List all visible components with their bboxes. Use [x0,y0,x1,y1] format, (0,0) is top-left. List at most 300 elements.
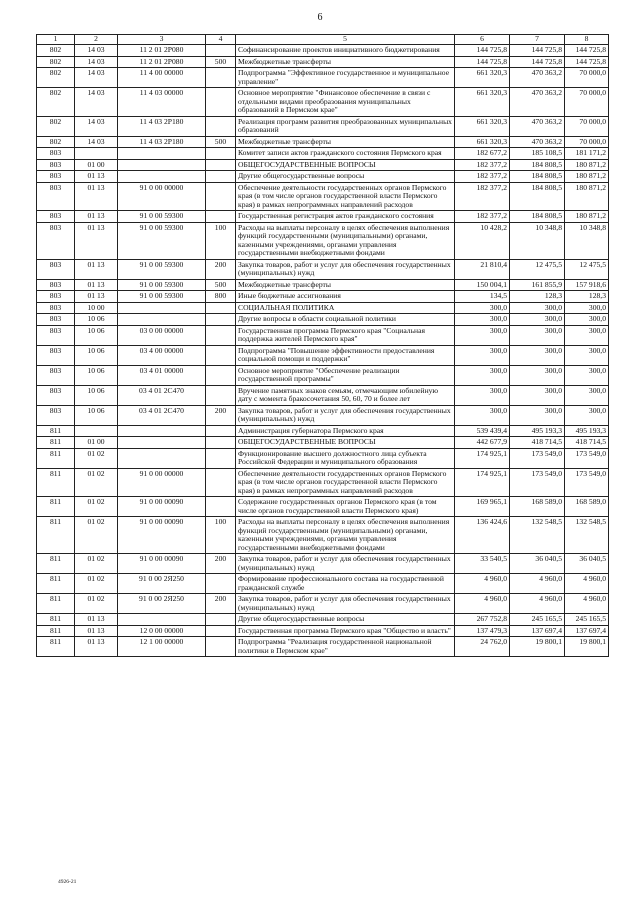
cell-target-article: 12 1 00 00000 [118,637,206,657]
cell-expense-type: 500 [206,279,236,291]
cell-name: Содержание государственных органов Пермского края (в том числе органов государственной власти Пермского края) [236,497,455,517]
cell-amount-col7: 470 363,2 [510,68,565,88]
cell-ved: 803 [37,314,75,326]
cell-amount-col6: 182 377,2 [455,211,510,223]
table-row [37,325,609,345]
cell-amount-col6: 300,0 [455,385,510,405]
table-row [37,385,609,405]
cell-expense-type [206,637,236,657]
page-number: 6 [317,12,323,23]
cell-target-article: 91 0 00 59300 [118,291,206,303]
cell-section: 01 02 [75,554,118,574]
table-row [37,279,609,291]
cell-amount-col8: 70 000,0 [565,88,609,117]
cell-amount-col8: 137 697,4 [565,625,609,637]
cell-section: 01 13 [75,182,118,211]
cell-amount-col7: 161 855,9 [510,279,565,291]
cell-ved: 803 [37,291,75,303]
cell-amount-col7: 4 960,0 [510,594,565,614]
cell-section: 01 02 [75,497,118,517]
cell-expense-type [206,68,236,88]
table-row [37,314,609,326]
cell-amount-col6: 661 320,3 [455,68,510,88]
cell-name: Закупка товаров, работ и услуг для обеспечения государственных (муниципальных) нужд [236,594,455,614]
cell-ved: 803 [37,259,75,279]
cell-amount-col7: 144 725,8 [510,56,565,68]
table-row [37,136,609,148]
cell-ved: 803 [37,171,75,183]
cell-amount-col8: 70 000,0 [565,68,609,88]
cell-expense-type: 200 [206,594,236,614]
cell-name: Администрация губернатора Пермского края [236,425,455,437]
table-row [37,222,609,259]
cell-amount-col6: 4 960,0 [455,594,510,614]
cell-amount-col7: 36 040,5 [510,554,565,574]
cell-amount-col8: 180 871,2 [565,211,609,223]
cell-expense-type [206,497,236,517]
cell-amount-col6: 21 810,4 [455,259,510,279]
column-header: 2 [75,35,118,45]
cell-amount-col6: 182 377,2 [455,182,510,211]
budget-table [36,34,609,657]
cell-target-article [118,148,206,160]
cell-amount-col6: 144 725,8 [455,45,510,57]
cell-ved: 811 [37,637,75,657]
cell-expense-type [206,468,236,497]
cell-name: Другие вопросы в области социальной политики [236,314,455,326]
table-row [37,45,609,57]
cell-name: ОБЩЕГОСУДАРСТВЕННЫЕ ВОПРОСЫ [236,437,455,449]
cell-ved: 803 [37,345,75,365]
table-row [37,68,609,88]
cell-amount-col6: 4 960,0 [455,574,510,594]
cell-name: Государственная программа Пермского края "Общество и власть" [236,625,455,637]
cell-amount-col8: 19 800,1 [565,637,609,657]
column-number-row [37,35,609,45]
cell-amount-col7: 495 193,3 [510,425,565,437]
cell-amount-col6: 300,0 [455,405,510,425]
cell-amount-col8: 70 000,0 [565,116,609,136]
cell-target-article: 11 4 03 2P180 [118,116,206,136]
cell-ved: 811 [37,554,75,574]
cell-section: 01 13 [75,614,118,626]
cell-ved: 802 [37,136,75,148]
cell-expense-type: 800 [206,291,236,303]
cell-name: Обеспечение деятельности государственных органов Пермского края (в том числе органов государственной власти Пермского края) в рамках непрограммных направлений расходов [236,468,455,497]
cell-target-article: 11 4 03 00000 [118,88,206,117]
cell-amount-col7: 184 808,5 [510,211,565,223]
cell-section: 01 02 [75,574,118,594]
table-row [37,259,609,279]
cell-amount-col7: 168 589,0 [510,497,565,517]
cell-amount-col7: 137 697,4 [510,625,565,637]
cell-ved: 803 [37,211,75,223]
cell-section: 01 13 [75,259,118,279]
cell-expense-type [206,314,236,326]
cell-expense-type: 200 [206,554,236,574]
table-row [37,517,609,554]
cell-amount-col6: 24 762,0 [455,637,510,657]
cell-section: 01 00 [75,159,118,171]
cell-amount-col6: 661 320,3 [455,88,510,117]
cell-amount-col7: 300,0 [510,405,565,425]
cell-name: Другие общегосударственные вопросы [236,171,455,183]
cell-target-article: 91 0 00 59300 [118,222,206,259]
cell-ved: 803 [37,365,75,385]
cell-amount-col8: 300,0 [565,365,609,385]
cell-amount-col7: 4 960,0 [510,574,565,594]
cell-amount-col6: 661 320,3 [455,116,510,136]
cell-expense-type [206,116,236,136]
cell-amount-col8: 300,0 [565,314,609,326]
cell-name: СОЦИАЛЬНАЯ ПОЛИТИКА [236,302,455,314]
table-row [37,637,609,657]
cell-target-article: 11 2 01 2P080 [118,56,206,68]
cell-amount-col7: 470 363,2 [510,88,565,117]
cell-amount-col8: 245 165,5 [565,614,609,626]
cell-expense-type: 200 [206,405,236,425]
table-row [37,182,609,211]
cell-section: 01 02 [75,594,118,614]
cell-expense-type [206,171,236,183]
cell-amount-col8: 12 475,5 [565,259,609,279]
cell-expense-type [206,148,236,160]
cell-name: Комитет записи актов гражданского состояния Пермского края [236,148,455,160]
column-header: 4 [206,35,236,45]
column-header: 1 [37,35,75,45]
cell-ved: 802 [37,116,75,136]
cell-ved: 802 [37,68,75,88]
cell-expense-type [206,45,236,57]
cell-section: 01 13 [75,291,118,303]
cell-target-article [118,448,206,468]
cell-section: 10 06 [75,325,118,345]
cell-target-article: 91 0 00 2Я250 [118,574,206,594]
cell-ved: 803 [37,159,75,171]
cell-target-article: 91 0 00 59300 [118,279,206,291]
cell-section: 01 13 [75,222,118,259]
table-row [37,159,609,171]
cell-amount-col7: 300,0 [510,302,565,314]
cell-section: 01 00 [75,437,118,449]
cell-target-article: 91 0 00 00090 [118,517,206,554]
cell-target-article: 11 2 01 2P080 [118,45,206,57]
table-row [37,291,609,303]
table-row [37,345,609,365]
cell-amount-col8: 418 714,5 [565,437,609,449]
cell-amount-col6: 137 479,3 [455,625,510,637]
cell-section: 14 03 [75,56,118,68]
cell-target-article [118,425,206,437]
cell-section: 01 13 [75,211,118,223]
cell-target-article [118,437,206,449]
cell-name: Основное мероприятие "Обеспечение реализации государственной программы" [236,365,455,385]
column-header: 6 [455,35,510,45]
cell-amount-col8: 10 348,8 [565,222,609,259]
cell-amount-col6: 150 004,1 [455,279,510,291]
cell-amount-col6: 134,5 [455,291,510,303]
cell-amount-col7: 184 808,5 [510,171,565,183]
cell-name: Иные бюджетные ассигнования [236,291,455,303]
cell-ved: 811 [37,437,75,449]
cell-ved: 803 [37,325,75,345]
cell-amount-col8: 180 871,2 [565,159,609,171]
table-row [37,365,609,385]
cell-name: Закупка товаров, работ и услуг для обеспечения государственных (муниципальных) нужд [236,554,455,574]
cell-name: ОБЩЕГОСУДАРСТВЕННЫЕ ВОПРОСЫ [236,159,455,171]
cell-ved: 803 [37,385,75,405]
cell-expense-type [206,345,236,365]
cell-expense-type [206,625,236,637]
cell-amount-col6: 267 752,8 [455,614,510,626]
cell-name: Государственная регистрация актов гражданского состояния [236,211,455,223]
cell-target-article [118,171,206,183]
cell-name: Государственная программа Пермского края "Социальная поддержка жителей Пермского края" [236,325,455,345]
cell-expense-type [206,437,236,449]
table-row [37,448,609,468]
cell-section: 10 06 [75,314,118,326]
cell-amount-col6: 661 320,3 [455,136,510,148]
cell-amount-col7: 184 808,5 [510,159,565,171]
table-row [37,148,609,160]
cell-expense-type: 500 [206,56,236,68]
cell-name: Подпрограмма "Эффективное государственное и муниципальное управление" [236,68,455,88]
footer-code: 4926-21 [58,879,77,885]
cell-expense-type [206,159,236,171]
column-header: 8 [565,35,609,45]
cell-target-article: 12 0 00 00000 [118,625,206,637]
cell-expense-type [206,88,236,117]
table-row [37,554,609,574]
cell-amount-col8: 495 193,3 [565,425,609,437]
cell-section: 01 13 [75,171,118,183]
cell-ved: 811 [37,497,75,517]
cell-ved: 811 [37,625,75,637]
cell-amount-col6: 10 428,2 [455,222,510,259]
cell-amount-col6: 182 677,2 [455,148,510,160]
cell-ved: 811 [37,468,75,497]
cell-amount-col6: 300,0 [455,325,510,345]
table-row [37,302,609,314]
cell-section [75,425,118,437]
cell-section: 10 06 [75,365,118,385]
table-row [37,614,609,626]
table-row [37,437,609,449]
cell-section: 01 02 [75,448,118,468]
table-row [37,211,609,223]
cell-amount-col7: 245 165,5 [510,614,565,626]
cell-expense-type [206,574,236,594]
cell-section: 14 03 [75,136,118,148]
cell-target-article: 91 0 00 00090 [118,554,206,574]
cell-target-article: 03 4 00 00000 [118,345,206,365]
table-row [37,468,609,497]
cell-name: Функционирование высшего должностного лица субъекта Российской Федерации и муниципального образования [236,448,455,468]
cell-amount-col8: 36 040,5 [565,554,609,574]
cell-section: 10 06 [75,385,118,405]
cell-expense-type: 100 [206,517,236,554]
cell-amount-col6: 182 377,2 [455,171,510,183]
cell-amount-col6: 182 377,2 [455,159,510,171]
cell-ved: 811 [37,517,75,554]
cell-section: 10 06 [75,345,118,365]
cell-ved: 803 [37,148,75,160]
cell-expense-type [206,448,236,468]
cell-target-article: 03 4 01 00000 [118,365,206,385]
cell-amount-col7: 300,0 [510,365,565,385]
cell-section: 01 13 [75,279,118,291]
cell-name: Расходы на выплаты персоналу в целях обеспечения выполнения функций государственными (муниципальными) органами, казенными учреждениями, органами управления государственными внебюджетными фондами [236,517,455,554]
cell-amount-col7: 10 348,8 [510,222,565,259]
cell-amount-col8: 70 000,0 [565,136,609,148]
cell-amount-col7: 300,0 [510,314,565,326]
cell-ved: 811 [37,574,75,594]
cell-expense-type: 200 [206,259,236,279]
cell-expense-type [206,385,236,405]
cell-target-article [118,302,206,314]
cell-target-article: 91 0 00 2Я250 [118,594,206,614]
cell-target-article: 91 0 00 59300 [118,259,206,279]
cell-ved: 803 [37,182,75,211]
cell-target-article: 11 4 03 2P180 [118,136,206,148]
cell-expense-type [206,211,236,223]
cell-ved: 803 [37,279,75,291]
cell-target-article [118,314,206,326]
cell-amount-col8: 180 871,2 [565,171,609,183]
cell-amount-col7: 173 549,0 [510,468,565,497]
cell-amount-col8: 4 960,0 [565,594,609,614]
cell-target-article: 91 0 00 59300 [118,211,206,223]
cell-amount-col7: 132 548,5 [510,517,565,554]
cell-amount-col6: 442 677,9 [455,437,510,449]
cell-ved: 811 [37,425,75,437]
cell-amount-col7: 418 714,5 [510,437,565,449]
cell-name: Подпрограмма "Реализация государственной национальной политики в Пермском крае" [236,637,455,657]
cell-target-article: 91 0 00 00090 [118,497,206,517]
cell-ved: 803 [37,222,75,259]
table-row [37,425,609,437]
cell-target-article [118,159,206,171]
cell-name: Софинансирование проектов инициативного бюджетирования [236,45,455,57]
cell-name: Вручение памятных знаков семьям, отмечающим юбилейную дату с момента бракосочетания 50, 60, 70 и более лет [236,385,455,405]
cell-amount-col7: 128,3 [510,291,565,303]
cell-section: 10 06 [75,405,118,425]
cell-amount-col8: 300,0 [565,345,609,365]
cell-section: 14 03 [75,88,118,117]
cell-expense-type [206,425,236,437]
cell-section: 14 03 [75,45,118,57]
cell-amount-col7: 300,0 [510,345,565,365]
cell-amount-col6: 169 965,1 [455,497,510,517]
cell-ved: 811 [37,448,75,468]
cell-name: Межбюджетные трансферты [236,279,455,291]
cell-amount-col6: 300,0 [455,365,510,385]
cell-expense-type: 500 [206,136,236,148]
table-row [37,497,609,517]
cell-amount-col8: 300,0 [565,302,609,314]
cell-amount-col8: 173 549,0 [565,448,609,468]
cell-amount-col8: 144 725,8 [565,56,609,68]
table-row [37,594,609,614]
table-row [37,88,609,117]
cell-amount-col8: 173 549,0 [565,468,609,497]
cell-target-article: 03 4 01 2C470 [118,385,206,405]
cell-name: Расходы на выплаты персоналу в целях обеспечения выполнения функций государственными (муниципальными) органами, казенными учреждениями, органами управления государственными внебюджетными фондами [236,222,455,259]
cell-section: 01 02 [75,517,118,554]
cell-amount-col6: 300,0 [455,345,510,365]
cell-ved: 802 [37,56,75,68]
cell-amount-col6: 33 540,5 [455,554,510,574]
table-row [37,116,609,136]
cell-amount-col6: 144 725,8 [455,56,510,68]
cell-name: Другие общегосударственные вопросы [236,614,455,626]
cell-section: 01 13 [75,637,118,657]
cell-amount-col7: 185 108,5 [510,148,565,160]
cell-amount-col7: 12 475,5 [510,259,565,279]
cell-amount-col7: 470 363,2 [510,136,565,148]
cell-section: 01 13 [75,625,118,637]
cell-name: Закупка товаров, работ и услуг для обеспечения государственных (муниципальных) нужд [236,405,455,425]
cell-ved: 802 [37,45,75,57]
cell-amount-col8: 128,3 [565,291,609,303]
cell-expense-type [206,365,236,385]
cell-ved: 803 [37,302,75,314]
cell-name: Закупка товаров, работ и услуг для обеспечения государственных (муниципальных) нужд [236,259,455,279]
cell-expense-type [206,302,236,314]
cell-expense-type [206,325,236,345]
cell-amount-col6: 174 925,1 [455,448,510,468]
table-row [37,625,609,637]
table-row [37,171,609,183]
cell-expense-type [206,614,236,626]
cell-amount-col6: 174 925,1 [455,468,510,497]
cell-target-article: 91 0 00 00000 [118,182,206,211]
cell-target-article: 91 0 00 00000 [118,468,206,497]
cell-name: Формирование профессионального состава на государственной гражданской службе [236,574,455,594]
cell-ved: 811 [37,614,75,626]
cell-amount-col6: 539 439,4 [455,425,510,437]
cell-section: 01 02 [75,468,118,497]
cell-amount-col6: 136 424,6 [455,517,510,554]
cell-amount-col7: 470 363,2 [510,116,565,136]
cell-amount-col7: 300,0 [510,325,565,345]
cell-amount-col6: 300,0 [455,314,510,326]
cell-amount-col6: 300,0 [455,302,510,314]
column-header: 5 [236,35,455,45]
column-header: 7 [510,35,565,45]
cell-amount-col7: 173 549,0 [510,448,565,468]
cell-target-article: 03 4 01 2C470 [118,405,206,425]
cell-amount-col7: 184 808,5 [510,182,565,211]
cell-amount-col8: 4 960,0 [565,574,609,594]
cell-name: Основное мероприятие "Финансовое обеспечение в связи с отдельными видами преобразования муниципальных образований в Пермском крае" [236,88,455,117]
cell-expense-type [206,182,236,211]
cell-amount-col8: 144 725,8 [565,45,609,57]
table-row [37,574,609,594]
cell-amount-col8: 300,0 [565,325,609,345]
cell-amount-col7: 144 725,8 [510,45,565,57]
cell-amount-col7: 300,0 [510,385,565,405]
cell-name: Межбюджетные трансферты [236,56,455,68]
cell-name: Подпрограмма "Повышение эффективности предоставления социальной помощи и поддержки" [236,345,455,365]
table-row [37,56,609,68]
cell-amount-col8: 300,0 [565,405,609,425]
table-row [37,405,609,425]
cell-section: 14 03 [75,68,118,88]
cell-section: 14 03 [75,116,118,136]
cell-amount-col8: 168 589,0 [565,497,609,517]
column-header: 3 [118,35,206,45]
